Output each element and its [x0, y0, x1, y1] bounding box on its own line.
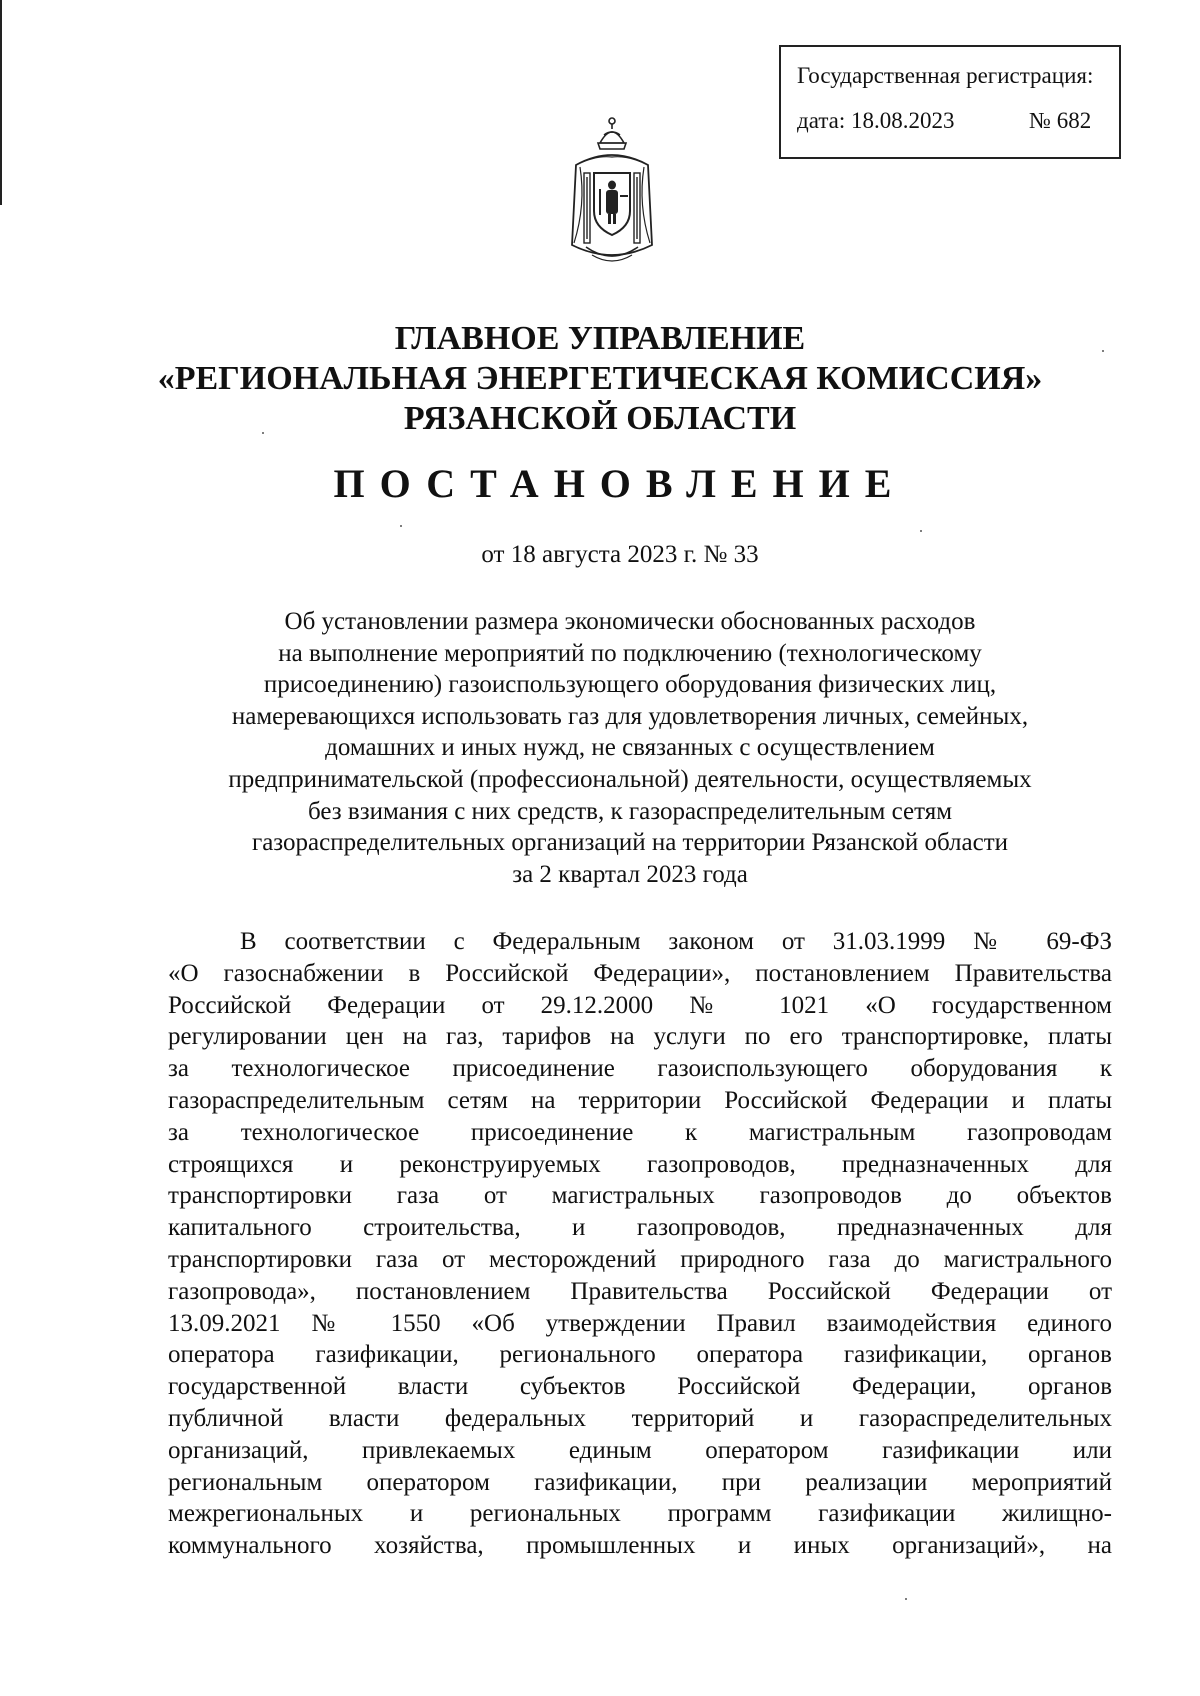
body-line: 13.09.2021 № 1550 «Об утверждении Правил взаимодействия единого [168, 1309, 1112, 1337]
body-line: коммунального хозяйства, промышленных и иных организаций», на [168, 1532, 1112, 1560]
scan-speck [262, 432, 264, 434]
document-type-title: ПОСТАНОВЛЕНИЕ [333, 461, 907, 506]
body-line: государственной власти субъектов Российской Федерации, органов [168, 1373, 1112, 1401]
subject-line: присоединению) газоиспользующего оборудования физических лиц, [263, 671, 997, 699]
document-date-number: от 18 августа 2023 г. № 33 [481, 541, 759, 568]
ryazan-coat-of-arms-icon [566, 115, 658, 270]
subject-line: на выполнение мероприятий по подключению (технологическому [278, 639, 982, 667]
scan-speck [905, 1598, 907, 1600]
body-line: региональным оператором газификации, при реализации мероприятий [168, 1468, 1112, 1496]
document-body [168, 926, 1112, 1562]
body-line: за технологическое присоединение газоиспользующего оборудования к [168, 1055, 1112, 1083]
body-line: капитального строительства, и газопроводов, предназначенных для [168, 1214, 1112, 1242]
body-line: регулировании цен на газ, тарифов на услуги по его транспортировке, платы [168, 1023, 1112, 1051]
subject-line: Об установлении размера экономически обоснованных расходов [284, 608, 976, 635]
registration-stamp [779, 45, 1121, 159]
scan-edge-line [0, 0, 2, 205]
body-line: публичной власти федеральных территорий и газораспределительных [168, 1404, 1112, 1432]
subject-line: газораспределительных организаций на территории Рязанской области [251, 829, 1009, 857]
body-line: «О газоснабжении в Российской Федерации», постановлением Правительства [168, 959, 1112, 987]
body-line: оператора газификации, регионального оператора газификации, органов [168, 1341, 1112, 1369]
subject-line: намеревающихся использовать газ для удовлетворения личных, семейных, [231, 702, 1029, 730]
registration-number: № 682 [1029, 108, 1092, 133]
subject-line: предпринимательской (профессиональной) деятельности, осуществляемых [228, 765, 1032, 793]
body-line: транспортировки газа от магистральных газопроводов до объектов [168, 1182, 1112, 1210]
body-line: за технологическое присоединение к магистральным газопроводам [168, 1118, 1112, 1146]
subject-line: без взимания с них средств, к газораспределительным сетям [307, 797, 953, 825]
body-line: межрегиональных и региональных программ газификации жилищно- [168, 1500, 1112, 1528]
body-line: организаций, привлекаемых единым оператором газификации или [168, 1436, 1112, 1464]
scan-speck [400, 525, 402, 527]
heading-line-3: РЯЗАНСКОЙ ОБЛАСТИ [403, 400, 797, 437]
scan-speck [920, 530, 922, 532]
scan-speck [1102, 350, 1104, 352]
subject-line: домашних и иных нужд, не связанных с осуществлением [325, 734, 935, 762]
registration-date: дата: 18.08.2023 [797, 108, 955, 133]
body-line: Российской Федерации от 29.12.2000 № 1021 «О государственном [168, 991, 1112, 1019]
heading-line-1: ГЛАВНОЕ УПРАВЛЕНИЕ [394, 320, 806, 357]
subject-line: за 2 квартал 2023 года [512, 860, 748, 888]
body-line: строящихся и реконструируемых газопроводов, предназначенных для [168, 1150, 1112, 1178]
registration-title: Государственная регистрация: [797, 63, 1094, 88]
body-line: газораспределительным сетям на территории Российской Федерации и платы [168, 1086, 1112, 1114]
body-line: газопровода», постановлением Правительства Российской Федерации от [168, 1277, 1112, 1305]
document-subject [180, 606, 1080, 890]
body-line: транспортировки газа от месторождений природного газа до магистрального [168, 1245, 1112, 1273]
heading-line-2: «РЕГИОНАЛЬНАЯ ЭНЕРГЕТИЧЕСКАЯ КОМИССИЯ» [157, 360, 1043, 397]
body-line: В соответствии с Федеральным законом от 31.03.1999 № 69-ФЗ [240, 928, 1112, 955]
registration-details [797, 106, 1119, 135]
